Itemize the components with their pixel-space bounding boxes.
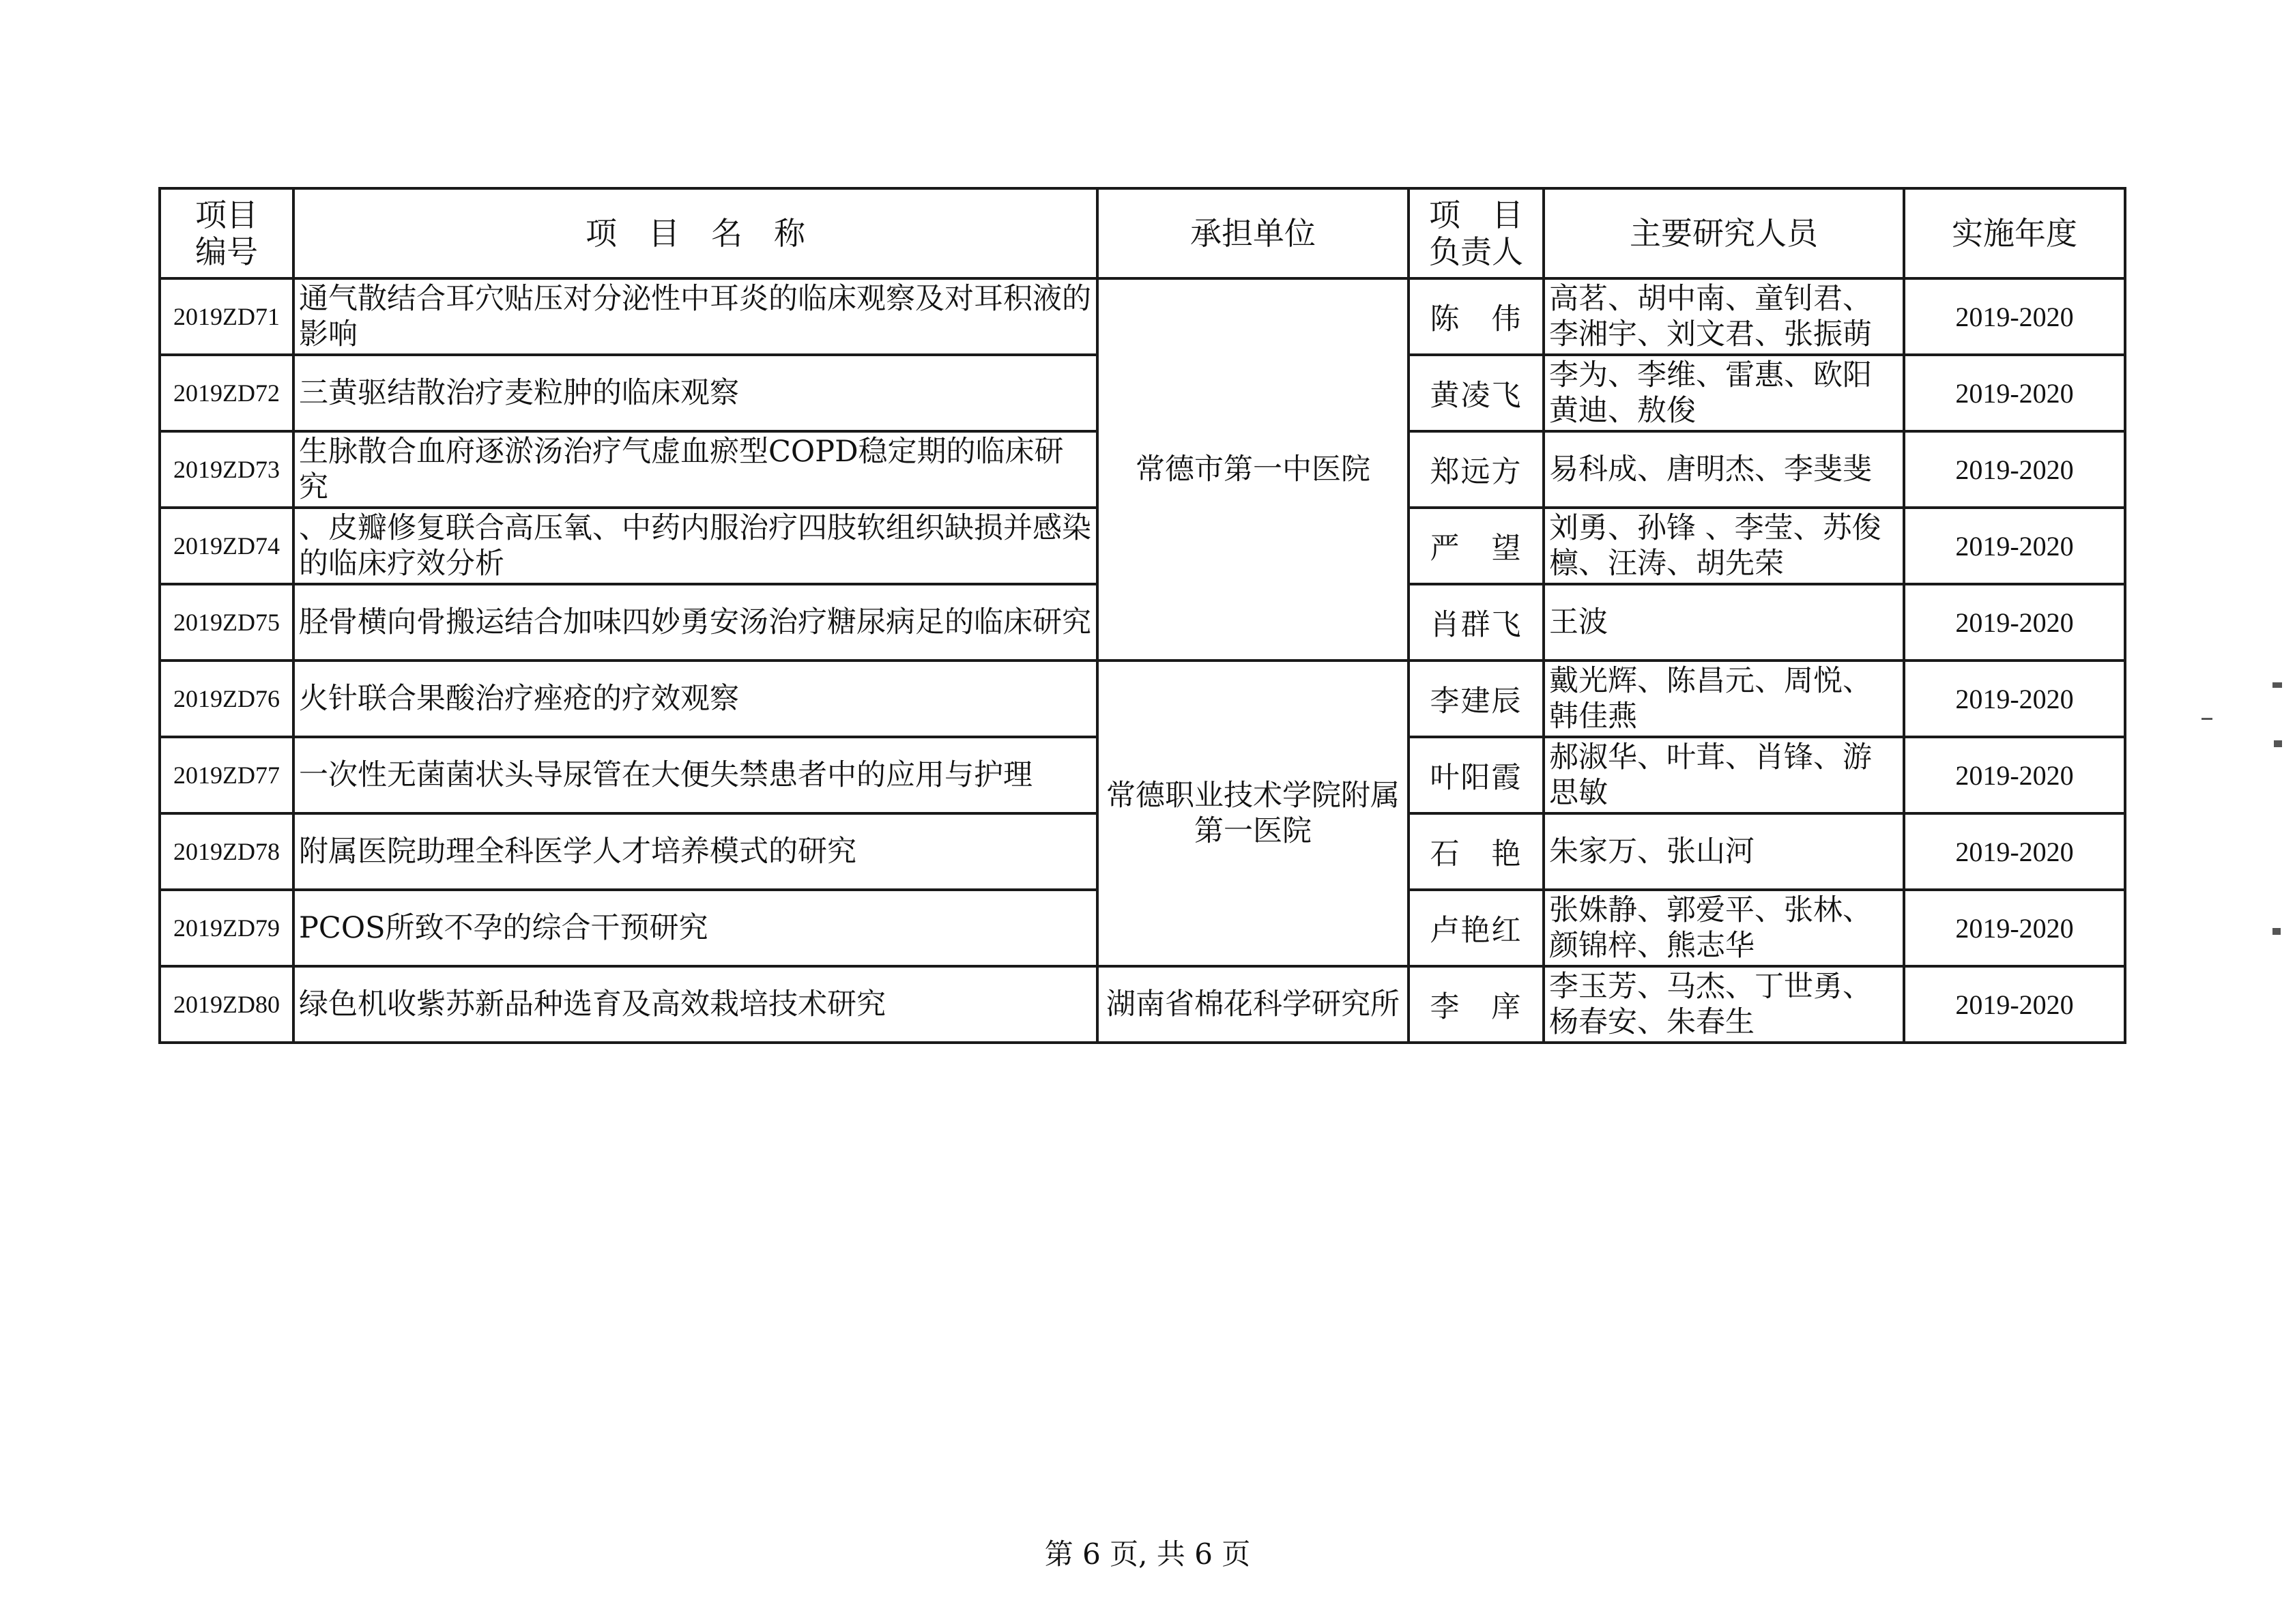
project-name: 生脉散合血府逐淤汤治疗气虚血瘀型COPD稳定期的临床研究 xyxy=(293,431,1097,508)
project-name: 附属医院助理全科医学人才培养模式的研究 xyxy=(293,813,1097,890)
project-year: 2019-2020 xyxy=(1904,813,2125,890)
project-leader: 严 望 xyxy=(1409,508,1544,584)
project-leader: 石 艳 xyxy=(1409,813,1544,890)
project-members: 高茗、胡中南、童钊君、李湘宇、刘文君、张振萌 xyxy=(1544,278,1904,355)
project-leader: 肖群飞 xyxy=(1409,584,1544,661)
project-members: 王波 xyxy=(1544,584,1904,661)
header-code: 项目 编号 xyxy=(160,188,293,278)
project-year: 2019-2020 xyxy=(1904,355,2125,431)
table-row xyxy=(160,278,2125,355)
project-name: 绿色机收紫苏新品种选育及高效栽培技术研究 xyxy=(293,966,1097,1043)
project-year: 2019-2020 xyxy=(1904,966,2125,1043)
project-year: 2019-2020 xyxy=(1904,278,2125,355)
project-leader: 李建辰 xyxy=(1409,661,1544,737)
project-code: 2019ZD78 xyxy=(160,813,293,890)
table-header-row xyxy=(160,188,2125,278)
project-name: 、皮瓣修复联合高压氧、中药内服治疗四肢软组织缺损并感染的临床疗效分析 xyxy=(293,508,1097,584)
project-name: 火针联合果酸治疗痤疮的疗效观察 xyxy=(293,661,1097,737)
project-year: 2019-2020 xyxy=(1904,584,2125,661)
project-name: 胫骨横向骨搬运结合加味四妙勇安汤治疗糖尿病足的临床研究 xyxy=(293,584,1097,661)
page-footer: 第 6 页, 共 6 页 xyxy=(1044,1537,1251,1571)
header-year: 实施年度 xyxy=(1904,188,2125,278)
project-members: 李为、李维、雷惠、欧阳黄迪、敖俊 xyxy=(1544,355,1904,431)
unit-cell: 常德市第一中医院 xyxy=(1097,278,1409,661)
project-members: 郝淑华、叶茸、肖锋、游思敏 xyxy=(1544,737,1904,813)
project-leader: 陈 伟 xyxy=(1409,278,1544,355)
project-members: 易科成、唐明杰、李斐斐 xyxy=(1544,431,1904,508)
scan-speck xyxy=(2202,718,2212,720)
project-code: 2019ZD72 xyxy=(160,355,293,431)
project-name: 一次性无菌菌状头导尿管在大便失禁患者中的应用与护理 xyxy=(293,737,1097,813)
project-members: 戴光辉、陈昌元、周悦、韩佳燕 xyxy=(1544,661,1904,737)
project-year: 2019-2020 xyxy=(1904,737,2125,813)
header-leader: 项 目 负责人 xyxy=(1409,188,1544,278)
project-members: 朱家万、张山河 xyxy=(1544,813,1904,890)
header-unit: 承担单位 xyxy=(1097,188,1409,278)
project-members: 张姝静、郭爱平、张林、颜锦梓、熊志华 xyxy=(1544,890,1904,966)
project-year: 2019-2020 xyxy=(1904,661,2125,737)
project-year: 2019-2020 xyxy=(1904,508,2125,584)
project-leader: 卢艳红 xyxy=(1409,890,1544,966)
project-members: 李玉芳、马杰、丁世勇、杨春安、朱春生 xyxy=(1544,966,1904,1043)
project-table xyxy=(158,187,2126,1044)
project-leader: 黄凌飞 xyxy=(1409,355,1544,431)
project-code: 2019ZD80 xyxy=(160,966,293,1043)
project-members: 刘勇、孙锋 、李莹、苏俊檩、汪涛、胡先荣 xyxy=(1544,508,1904,584)
table-row xyxy=(160,966,2125,1043)
project-code: 2019ZD74 xyxy=(160,508,293,584)
project-leader: 李 庠 xyxy=(1409,966,1544,1043)
project-name: 三黄驱结散治疗麦粒肿的临床观察 xyxy=(293,355,1097,431)
unit-cell: 湖南省棉花科学研究所 xyxy=(1097,966,1409,1043)
project-year: 2019-2020 xyxy=(1904,431,2125,508)
project-leader: 郑远方 xyxy=(1409,431,1544,508)
project-code: 2019ZD71 xyxy=(160,278,293,355)
unit-cell: 常德职业技术学院附属第一医院 xyxy=(1097,661,1409,966)
table-row xyxy=(160,661,2125,737)
project-code: 2019ZD76 xyxy=(160,661,293,737)
project-code: 2019ZD77 xyxy=(160,737,293,813)
scan-speck xyxy=(2274,740,2282,747)
project-name: PCOS所致不孕的综合干预研究 xyxy=(293,890,1097,966)
project-leader: 叶阳霞 xyxy=(1409,737,1544,813)
header-members: 主要研究人员 xyxy=(1544,188,1904,278)
project-code: 2019ZD79 xyxy=(160,890,293,966)
scan-speck xyxy=(2272,928,2281,935)
project-code: 2019ZD73 xyxy=(160,431,293,508)
project-code: 2019ZD75 xyxy=(160,584,293,661)
scan-speck xyxy=(2272,682,2282,688)
project-year: 2019-2020 xyxy=(1904,890,2125,966)
project-name: 通气散结合耳穴贴压对分泌性中耳炎的临床观察及对耳积液的影响 xyxy=(293,278,1097,355)
header-name: 项 目 名 称 xyxy=(293,188,1097,278)
